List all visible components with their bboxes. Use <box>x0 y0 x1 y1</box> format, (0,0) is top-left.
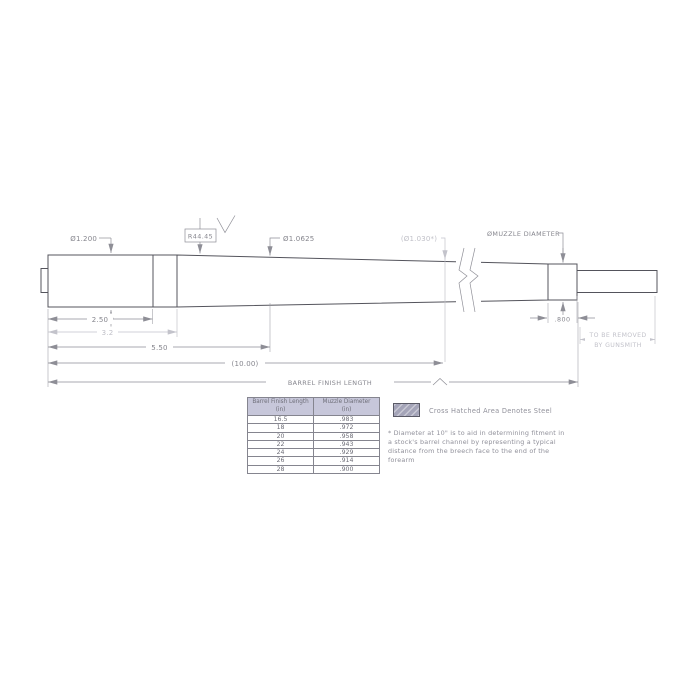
table-header-length-unit: (in) <box>275 406 286 413</box>
table-cell: 26 <box>248 457 314 465</box>
table-header-diameter-unit: (in) <box>341 406 352 413</box>
hatch-legend-label: Cross Hatched Area Denotes Steel <box>429 407 553 415</box>
recoil-lug-tab <box>41 269 48 293</box>
table-cell: .929 <box>314 449 380 457</box>
table-cell: .972 <box>314 424 380 432</box>
dim-breech-length <box>48 314 153 325</box>
breech-length-value: 2.50 <box>91 316 109 324</box>
taper-section <box>177 255 548 307</box>
extension-lines <box>48 296 655 387</box>
callout-muzzle-diameter <box>487 230 563 315</box>
table-header-diameter <box>314 398 380 416</box>
table-cell: .943 <box>314 440 380 448</box>
mid-diameter-label: Ø1.0625 <box>283 235 315 243</box>
muzzle-section <box>548 264 577 300</box>
breech-section <box>48 255 153 307</box>
table-cell: 28 <box>248 465 314 473</box>
table-header-diameter-label: Muzzle Diameter <box>322 399 371 406</box>
breech-diameter-label: Ø1.200 <box>70 235 97 243</box>
table-header-length <box>248 398 314 416</box>
dim-finish-length <box>48 377 578 388</box>
table-cell: 16.5 <box>248 416 314 424</box>
table-header-row <box>248 398 380 416</box>
table-row <box>248 416 380 424</box>
ref-diameter-label: (Ø1.030*) <box>400 235 438 243</box>
table-cell: .914 <box>314 457 380 465</box>
muzzle-diameter-label: ØMUZZLE DIAMETER <box>487 230 561 238</box>
table-row <box>248 449 380 457</box>
excess-stock-section <box>577 271 657 293</box>
radius-label: R44.45 <box>187 232 214 241</box>
table-row <box>248 440 380 448</box>
callout-radius <box>185 216 235 254</box>
dim-mid-station <box>48 342 270 353</box>
table-row <box>248 432 380 440</box>
table-cell: .983 <box>314 416 380 424</box>
table-row <box>248 457 380 465</box>
dim-muzzle-length <box>530 316 595 324</box>
dim-to-be-removed <box>580 329 655 349</box>
table-row <box>248 465 380 473</box>
muzzle-length-value: .800 <box>554 315 571 324</box>
to-be-removed-line2: BY GUNSMITH <box>594 342 642 349</box>
finish-length-label: BARREL FINISH LENGTH <box>287 379 373 387</box>
dim-straight-length <box>48 327 177 338</box>
table-cell: .900 <box>314 465 380 473</box>
ref-station-value: (10.00) <box>231 360 259 368</box>
table-cell: .958 <box>314 432 380 440</box>
hatch-legend-swatch <box>393 403 420 417</box>
callout-mid-diameter <box>270 235 314 256</box>
footnote: * Diameter at 10" is to aid in determining fitment in a stock's barrel channel by representing a typical distance from the breech face to the end of the forearm <box>388 429 565 464</box>
table-cell: 18 <box>248 424 314 432</box>
mid-station-value: 5.50 <box>151 344 168 352</box>
break-mask <box>456 247 481 313</box>
to-be-removed-line1: TO BE REMOVED <box>589 332 647 339</box>
table-header-length-label: Barrel Finish Length <box>252 399 309 406</box>
straight-length-value: 3.2 <box>101 329 114 337</box>
callout-ref-diameter <box>401 235 445 362</box>
table-row <box>248 424 380 432</box>
straight-section <box>153 255 177 307</box>
table-cell: 24 <box>248 449 314 457</box>
table-cell: 22 <box>248 440 314 448</box>
dim-ref-station <box>48 358 443 369</box>
muzzle-diameter-table <box>247 397 380 474</box>
table-cell: 20 <box>248 432 314 440</box>
barrel-profile <box>41 247 657 313</box>
surface-mark <box>217 216 235 233</box>
